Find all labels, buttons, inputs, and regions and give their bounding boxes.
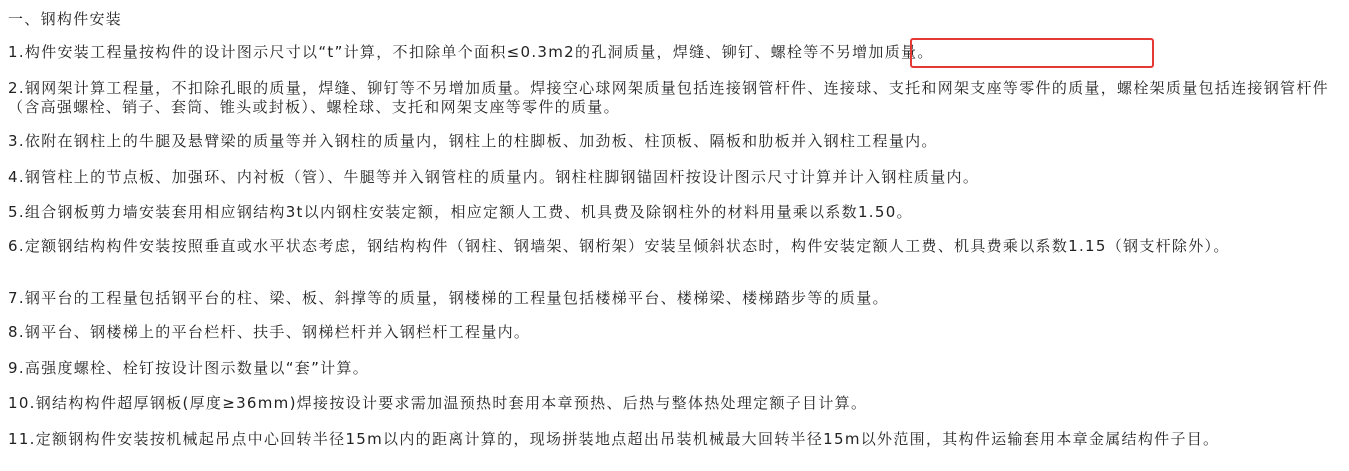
list-item-7: 7.钢平台的工程量包括钢平台的柱、梁、板、斜撑等的质量，钢楼梯的工程量包括楼梯平台、楼梯梁、楼梯踏步等的质量。 <box>8 289 889 307</box>
list-item-8: 8.钢平台、钢楼梯上的平台栏杆、扶手、钢梯栏杆并入钢栏杆工程量内。 <box>8 323 531 341</box>
list-item-11: 11.定额钢构件安装按机械起吊点中心回转半径15m以内的距离计算的，现场拼装地点超出吊装机械最大回转半径15m以外范围，其构件运输套用本章金属结构件子目。 <box>8 430 1220 448</box>
list-item-5: 5.组合钢板剪力墙安装套用相应钢结构3t以内钢柱安装定额，相应定额人工费、机具费及除钢柱外的材料用量乘以系数1.50。 <box>8 203 913 221</box>
list-item-1: 1.构件安装工程量按构件的设计图示尺寸以“t”计算，不扣除单个面积≤0.3m2的孔洞质量，焊缝、铆钉、螺栓等不另增加质量。 <box>8 43 934 61</box>
list-item-6: 6.定额钢结构构件安装按照垂直或水平状态考虑，钢结构构件（钢柱、钢墙架、钢桁架）安装呈倾斜状态时，构件安装定额人工费、机具费乘以系数1.15（钢支杆除外）。 <box>8 237 1230 255</box>
list-item-2: 2.钢网架计算工程量，不扣除孔眼的质量，焊缝、铆钉等不另增加质量。焊接空心球网架质量包括连接钢管杆件、连接球、支托和网架支座等零件的质量，螺栓架质量包括连接钢管杆件（含高强螺栓、销子、套筒、锥头或封板）、螺栓球、支托和网架支座等零件的质量。 <box>8 79 1329 116</box>
list-item-9: 9.高强度螺栓、栓钉按设计图示数量以“套”计算。 <box>8 359 370 377</box>
section-title: 一、钢构件安装 <box>8 10 123 28</box>
list-item-4: 4.钢管柱上的节点板、加强环、内衬板（管）、牛腿等并入钢管柱的质量内。钢柱柱脚钢锚固杆按设计图示尺寸计算并计入钢柱质量内。 <box>8 168 980 186</box>
highlight-box <box>910 38 1154 68</box>
list-item-10: 10.钢结构构件超厚钢板(厚度≥36mm)焊接按设计要求需加温预热时套用本章预热、后热与整体热处理定额子目计算。 <box>8 394 868 412</box>
list-item-3: 3.依附在钢柱上的牛腿及悬臂梁的质量等并入钢柱的质量内，钢柱上的柱脚板、加劲板、柱顶板、隔板和肋板并入钢柱工程量内。 <box>8 132 938 150</box>
